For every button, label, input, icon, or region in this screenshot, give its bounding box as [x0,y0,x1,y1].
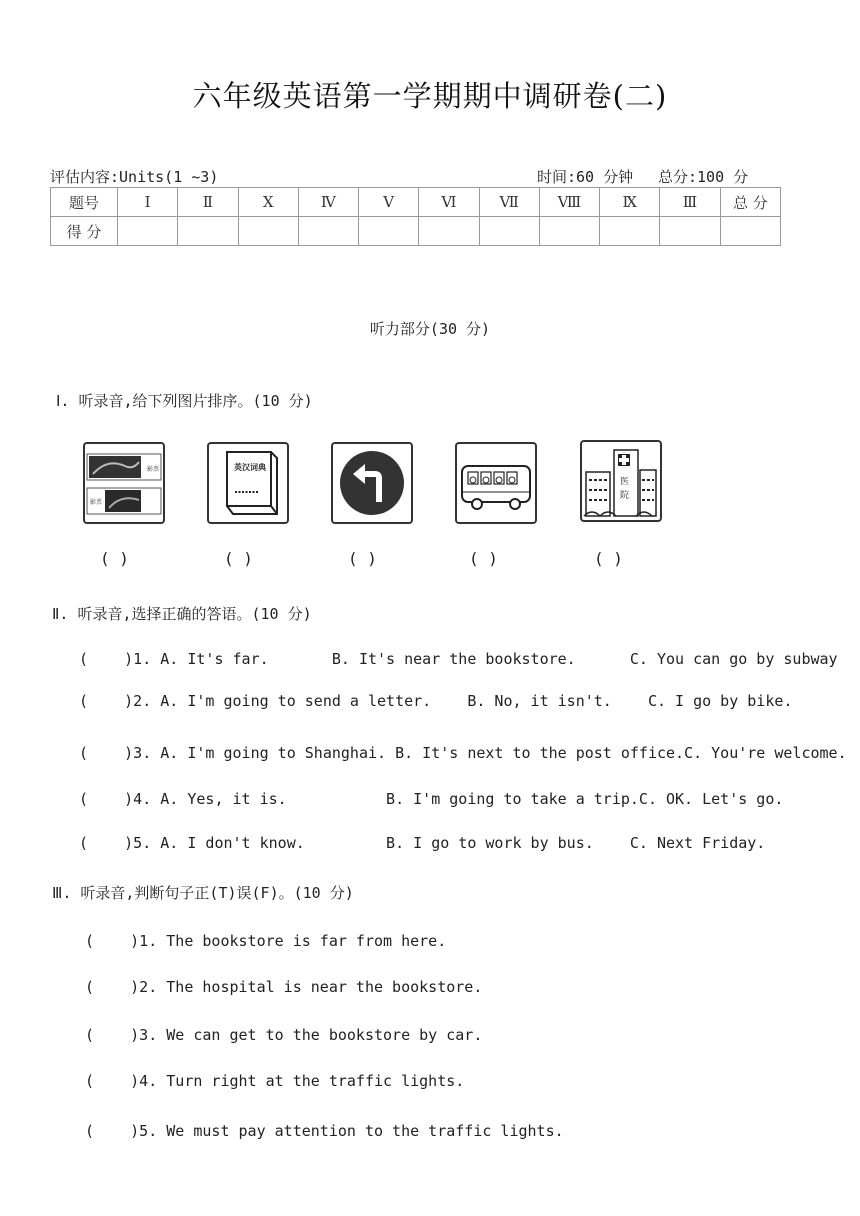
score-cell[interactable] [660,217,720,246]
hospital-label: 院 [620,491,630,501]
listening-heading: 听力部分(30 分) [369,320,491,338]
question-item: ( )3. A. I'm going to Shanghai. B. It's next to the post office.C. You're welcome. [79,744,847,762]
score-table-header-row [51,188,781,217]
ticket-label: 影票 [147,466,160,473]
table-cell: Ⅲ [660,188,720,217]
page-title: 六年级英语第一学期期中调研卷(二) [192,79,668,113]
table-cell: 题号 [51,188,118,217]
hospital-icon [582,442,660,522]
question-item: ( )4. A. Yes, it is. B. I'm going to take a trip.C. OK. Let's go. [79,790,784,808]
answer-blank[interactable]: ( ) [469,549,498,568]
question-item: ( )1. A. It's far. B. It's near the bookstore. C. You can go by subway [79,650,838,668]
table-cell: Ⅳ [298,188,358,217]
question-item: ( )5. We must pay attention to the traffic lights. [85,1122,564,1140]
table-cell: Ⅰ [118,188,178,217]
table-cell: Ⅸ [600,188,660,217]
dictionary-icon [209,444,287,522]
table-cell: 总 分 [720,188,780,217]
table-cell: Ⅱ [178,188,238,217]
score-table-score-row [51,217,781,246]
score-cell[interactable] [118,217,178,246]
table-cell: Ⅹ [238,188,298,217]
table-cell: 得 分 [51,217,118,246]
bus-picture [455,442,537,524]
score-cell[interactable] [178,217,238,246]
score-cell[interactable] [419,217,479,246]
exam-time: 时间:60 分钟 [537,168,634,186]
part2-heading: Ⅱ. 听录音,选择正确的答语。(10 分) [52,605,312,623]
tickets-picture [83,442,165,524]
answer-blank[interactable]: ( ) [594,549,623,568]
answer-blank[interactable]: ( ) [100,549,129,568]
score-cell[interactable] [359,217,419,246]
turn-left-picture [331,442,413,524]
table-cell: Ⅵ [419,188,479,217]
hospital-picture [580,440,662,522]
score-cell[interactable] [298,217,358,246]
bus-icon [457,444,535,522]
question-item: ( )1. The bookstore is far from here. [85,932,447,950]
question-item: ( )2. The hospital is near the bookstore. [85,978,483,996]
score-cell[interactable] [539,217,599,246]
dictionary-picture [207,442,289,524]
score-cell[interactable] [720,217,780,246]
table-cell: Ⅶ [479,188,539,217]
score-table [50,187,781,246]
score-cell[interactable] [600,217,660,246]
part1-heading: Ⅰ. 听录音,给下列图片排序。(10 分) [56,392,313,410]
turn-left-sign-icon [333,444,411,522]
tickets-icon [85,444,163,522]
exam-total-score: 总分:100 分 [658,168,749,186]
answer-blank[interactable]: ( ) [224,549,253,568]
question-item: ( )2. A. I'm going to send a letter. B. No, it isn't. C. I go by bike. [79,692,793,710]
hospital-label: 医 [620,477,630,487]
assessment-content: 评估内容:Units(1 ~3) [50,168,219,186]
answer-blank[interactable]: ( ) [348,549,377,568]
table-cell: Ⅴ [359,188,419,217]
score-cell[interactable] [479,217,539,246]
part3-heading: Ⅲ. 听录音,判断句子正(T)误(F)。(10 分) [52,884,354,902]
question-item: ( )4. Turn right at the traffic lights. [85,1072,465,1090]
question-item: ( )5. A. I don't know. B. I go to work by bus. C. Next Friday. [79,834,766,852]
dictionary-title: 英汉词典 [234,462,266,472]
score-cell[interactable] [238,217,298,246]
table-cell: Ⅷ [539,188,599,217]
ticket-label: 影票 [90,499,103,506]
question-item: ( )3. We can get to the bookstore by car. [85,1026,483,1044]
